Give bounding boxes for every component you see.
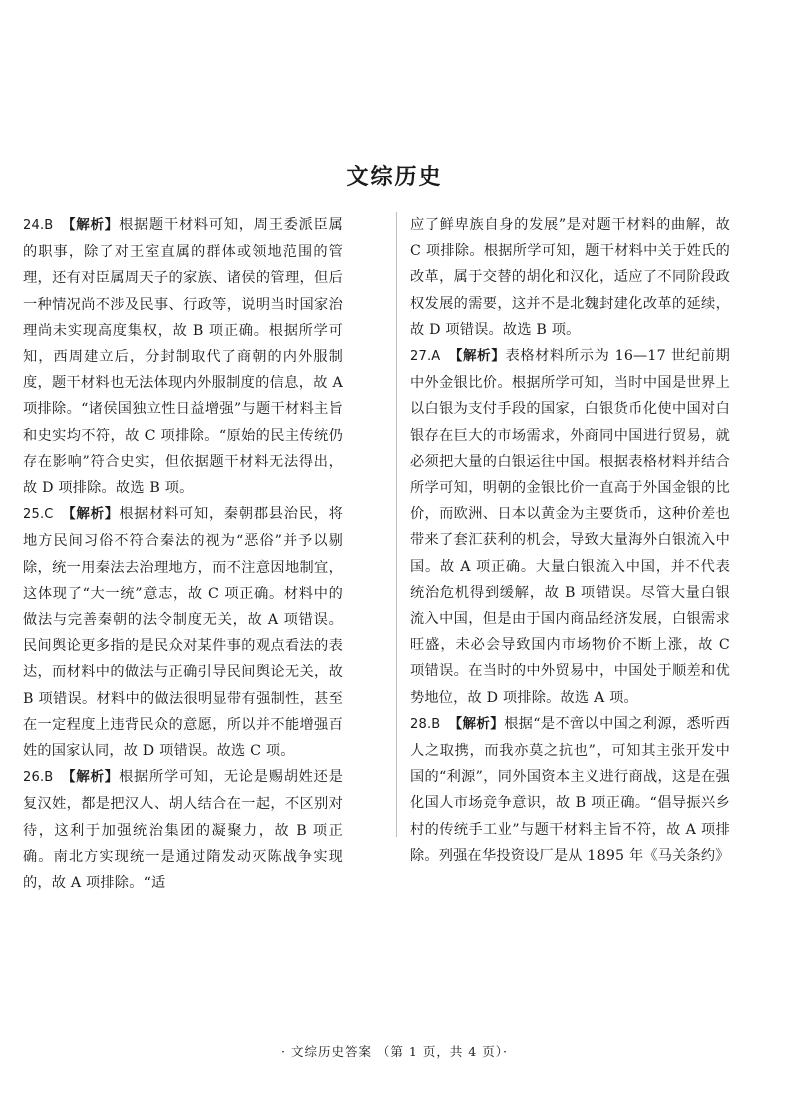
- analysis-tag: 【解析】: [61, 769, 120, 786]
- analysis-text: 应了鲜卑族自身的发展”是对题干材料的曲解，故 C 项排除。根据所学可知，题干材料中关于姓氏的改革，属于交替的胡化和汉化，适应了不同阶段政权发展的需要，这并不是北魏封建化改革的延续，故 D 项错误。故选 B 项。: [410, 217, 730, 338]
- analysis-text: 表格材料所示为 16—17 世纪前期中外金银比价。根据所学可知，当时中国是世界上以白银为支付手段的国家，白银货币化使中国对白银存在巨大的市场需求，外商同中国进行贸易，就必须把大量的白银运往中国。根据表格材料并结合所学可知，明朝的金银比价一直高于外国金银的比价，而欧洲、日本以黄金为主要货币，这种价差也带来了套汇获利的机会，导致大量海外白银流入中国。故 A 项正确。大量白银流入中国，并不代表统治危机得到缓解，故 B 项错误。尽管大量白银流入中国，但是由于国内商品经济发展，白银需求旺盛，未必会导致国内市场物价不断上涨，故 C 项错误。在当时的中外贸易中，中国处于顺差和优势地位，故 D 项排除。故选 A 项。: [410, 348, 730, 706]
- analysis-tag: 【解析】: [448, 715, 505, 732]
- question-24: [23, 212, 343, 501]
- page-footer: · 文综历史答案 （第 1 页，共 4 页）·: [281, 1044, 508, 1059]
- answer-letter: B: [44, 770, 54, 786]
- answer-letter: B: [431, 716, 441, 732]
- answer-letter: A: [431, 349, 441, 365]
- question-28: [410, 711, 730, 869]
- question-27: [410, 343, 730, 711]
- analysis-text: 根据所学可知，无论是赐胡姓还是复汉姓，都是把汉人、胡人结合在一起，不区别对待，这利于加强统治集团的凝聚力，故 B 项正确。南北方实现统一是通过隋发动灭陈战争实现的，故 A 项排除。“适: [23, 769, 343, 892]
- question-26-continued: [410, 212, 730, 343]
- analysis-tag: 【解析】: [61, 506, 120, 523]
- page-title: 文综历史: [346, 165, 443, 190]
- column-divider: [396, 212, 397, 837]
- question-number: 24.: [23, 218, 45, 233]
- question-25: [23, 501, 343, 764]
- analysis-text: 根据“是不啻以中国之利源，悉听西人之取携，而我亦莫之抗也”，可知其主张开发中国的“利源”，同外国资本主义进行商战，这是在强化国人市场竞争意识，故 B 项正确。“倡导振兴乡村的传统手工业”与题干材料主旨不符，故 A 项排除。列强在华投资设厂是从 1895 年《马关条约》: [410, 715, 730, 864]
- question-number: 25.: [23, 507, 45, 523]
- question-number: 28.: [410, 716, 432, 732]
- analysis-tag: 【解析】: [61, 217, 120, 233]
- question-number: 26.: [23, 770, 45, 786]
- question-number: 27.: [410, 349, 432, 365]
- right-column: [410, 212, 730, 869]
- left-column: [23, 212, 343, 896]
- analysis-tag: 【解析】: [448, 348, 506, 365]
- analysis-text: 根据题干材料可知，周王委派臣属的职事，除了对王室直属的群体或领地范围的管理，还有对臣属周天子的家族、诸侯的管理，但后一种情况尚不涉及民事、行政等，说明当时国家治理尚未实现高度集权，故 B 项正确。根据所学可知，西周建立后，分封制取代了商朝的内外服制度，题干材料也无法体现内外服制度的信息，故 A 项排除。“诸侯国独立性日益增强”与题干材料主旨和史实均不符，故 C 项排除。“原始的民主传统仍存在影响”符合史实，但依据题干材料无法得出，故 D 项排除。故选 B 项。: [23, 217, 343, 497]
- answer-letter: B: [44, 218, 54, 233]
- analysis-text: 根据材料可知，秦朝郡县治民，将地方民间习俗不符合秦法的视为“恶俗”并予以剔除，统一用秦法去治理地方，而不注意因地制宜，这体现了“大一统”意志，故 C 项正确。材料中的做法与完善秦朝的法令制度无关，故 A 项错误。民间舆论更多指的是民众对某件事的观点看法的表达，而材料中的做法与正确引导民间舆论无关，故 B 项错误。材料中的做法很明显带有强制性，甚至在一定程度上违背民众的意愿，所以并不能增强百姓的国家认同，故 D 项错误。故选 C 项。: [23, 506, 343, 760]
- answer-letter: C: [44, 507, 54, 523]
- question-26: [23, 764, 343, 896]
